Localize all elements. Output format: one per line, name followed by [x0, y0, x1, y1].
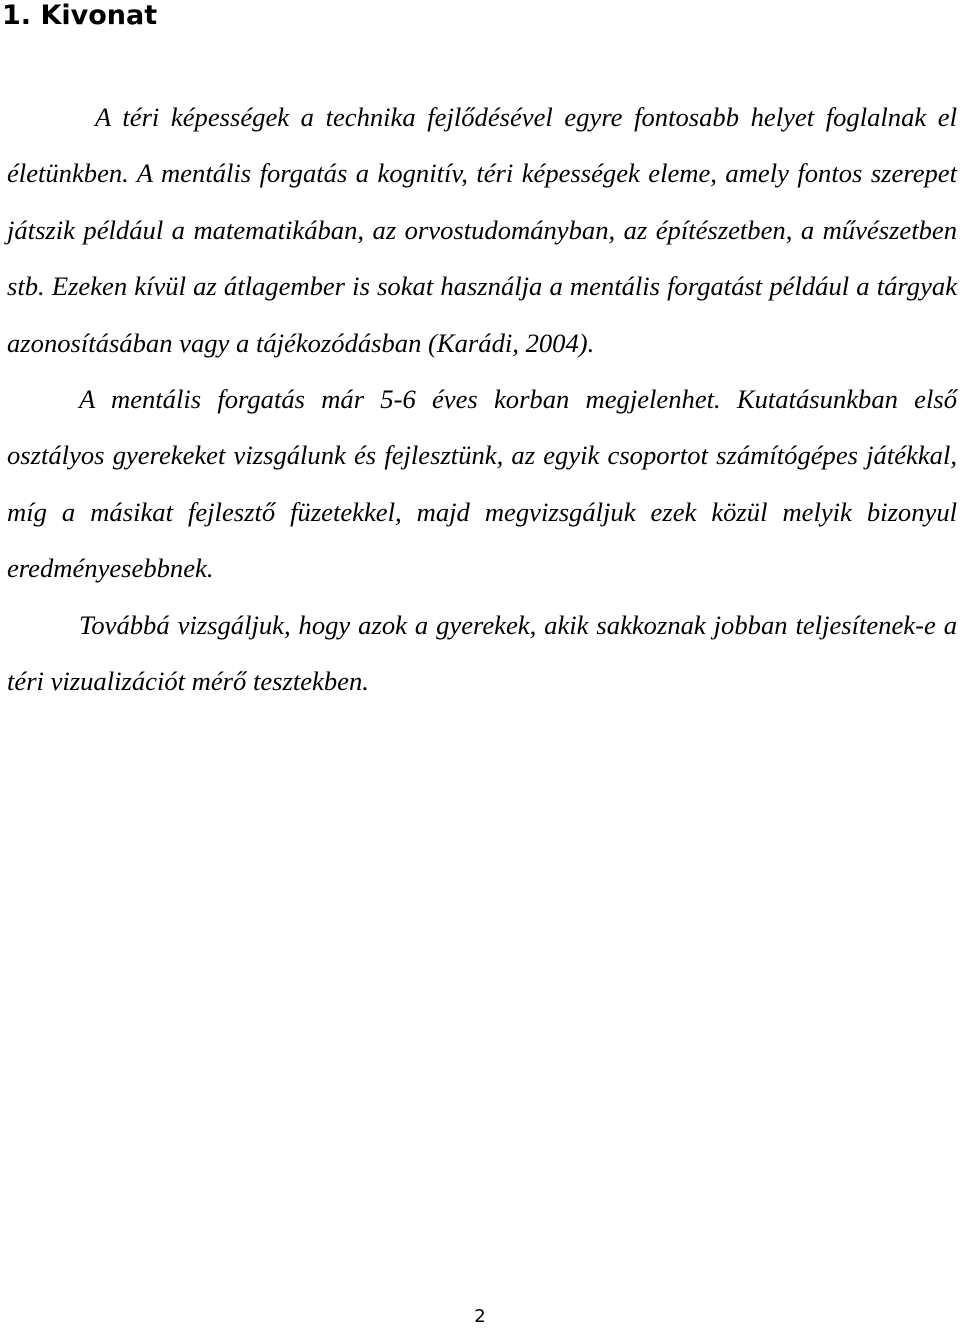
abstract-body: [7, 89, 957, 709]
page-number: 2: [474, 1306, 486, 1327]
paragraph-1: A téri képességek a technika fejlődésével egyre fontosabb helyet foglalnak el életünkben. A mentális forgatás a kognitív, téri képességek eleme, amely fontos szerepet játszik például a matematikában, az orvostudományban, az építészetben, a művészetben stb. Ezeken kívül az átlagember is sokat használja a mentális forgatást például a tárgyak azonosításában vagy a tájékozódásban (Karádi, 2004).: [7, 102, 957, 358]
paragraph-3: Továbbá vizsgáljuk, hogy azok a gyerekek, akik sakkoznak jobban teljesítenek-e a téri vizualizációt mérő tesztekben.: [7, 609, 957, 697]
section-heading: 1. Kivonat: [2, 0, 158, 31]
paragraph-2: A mentális forgatás már 5-6 éves korban megjelenhet. Kutatásunkban első osztályos gyerekeket vizsgálunk és fejlesztünk, az egyik csoportot számítógépes játékkal, míg a másikat fejlesztő füzetekkel, majd megvizsgáljuk ezek közül melyik bizonyul eredményesebbnek.: [7, 384, 957, 584]
